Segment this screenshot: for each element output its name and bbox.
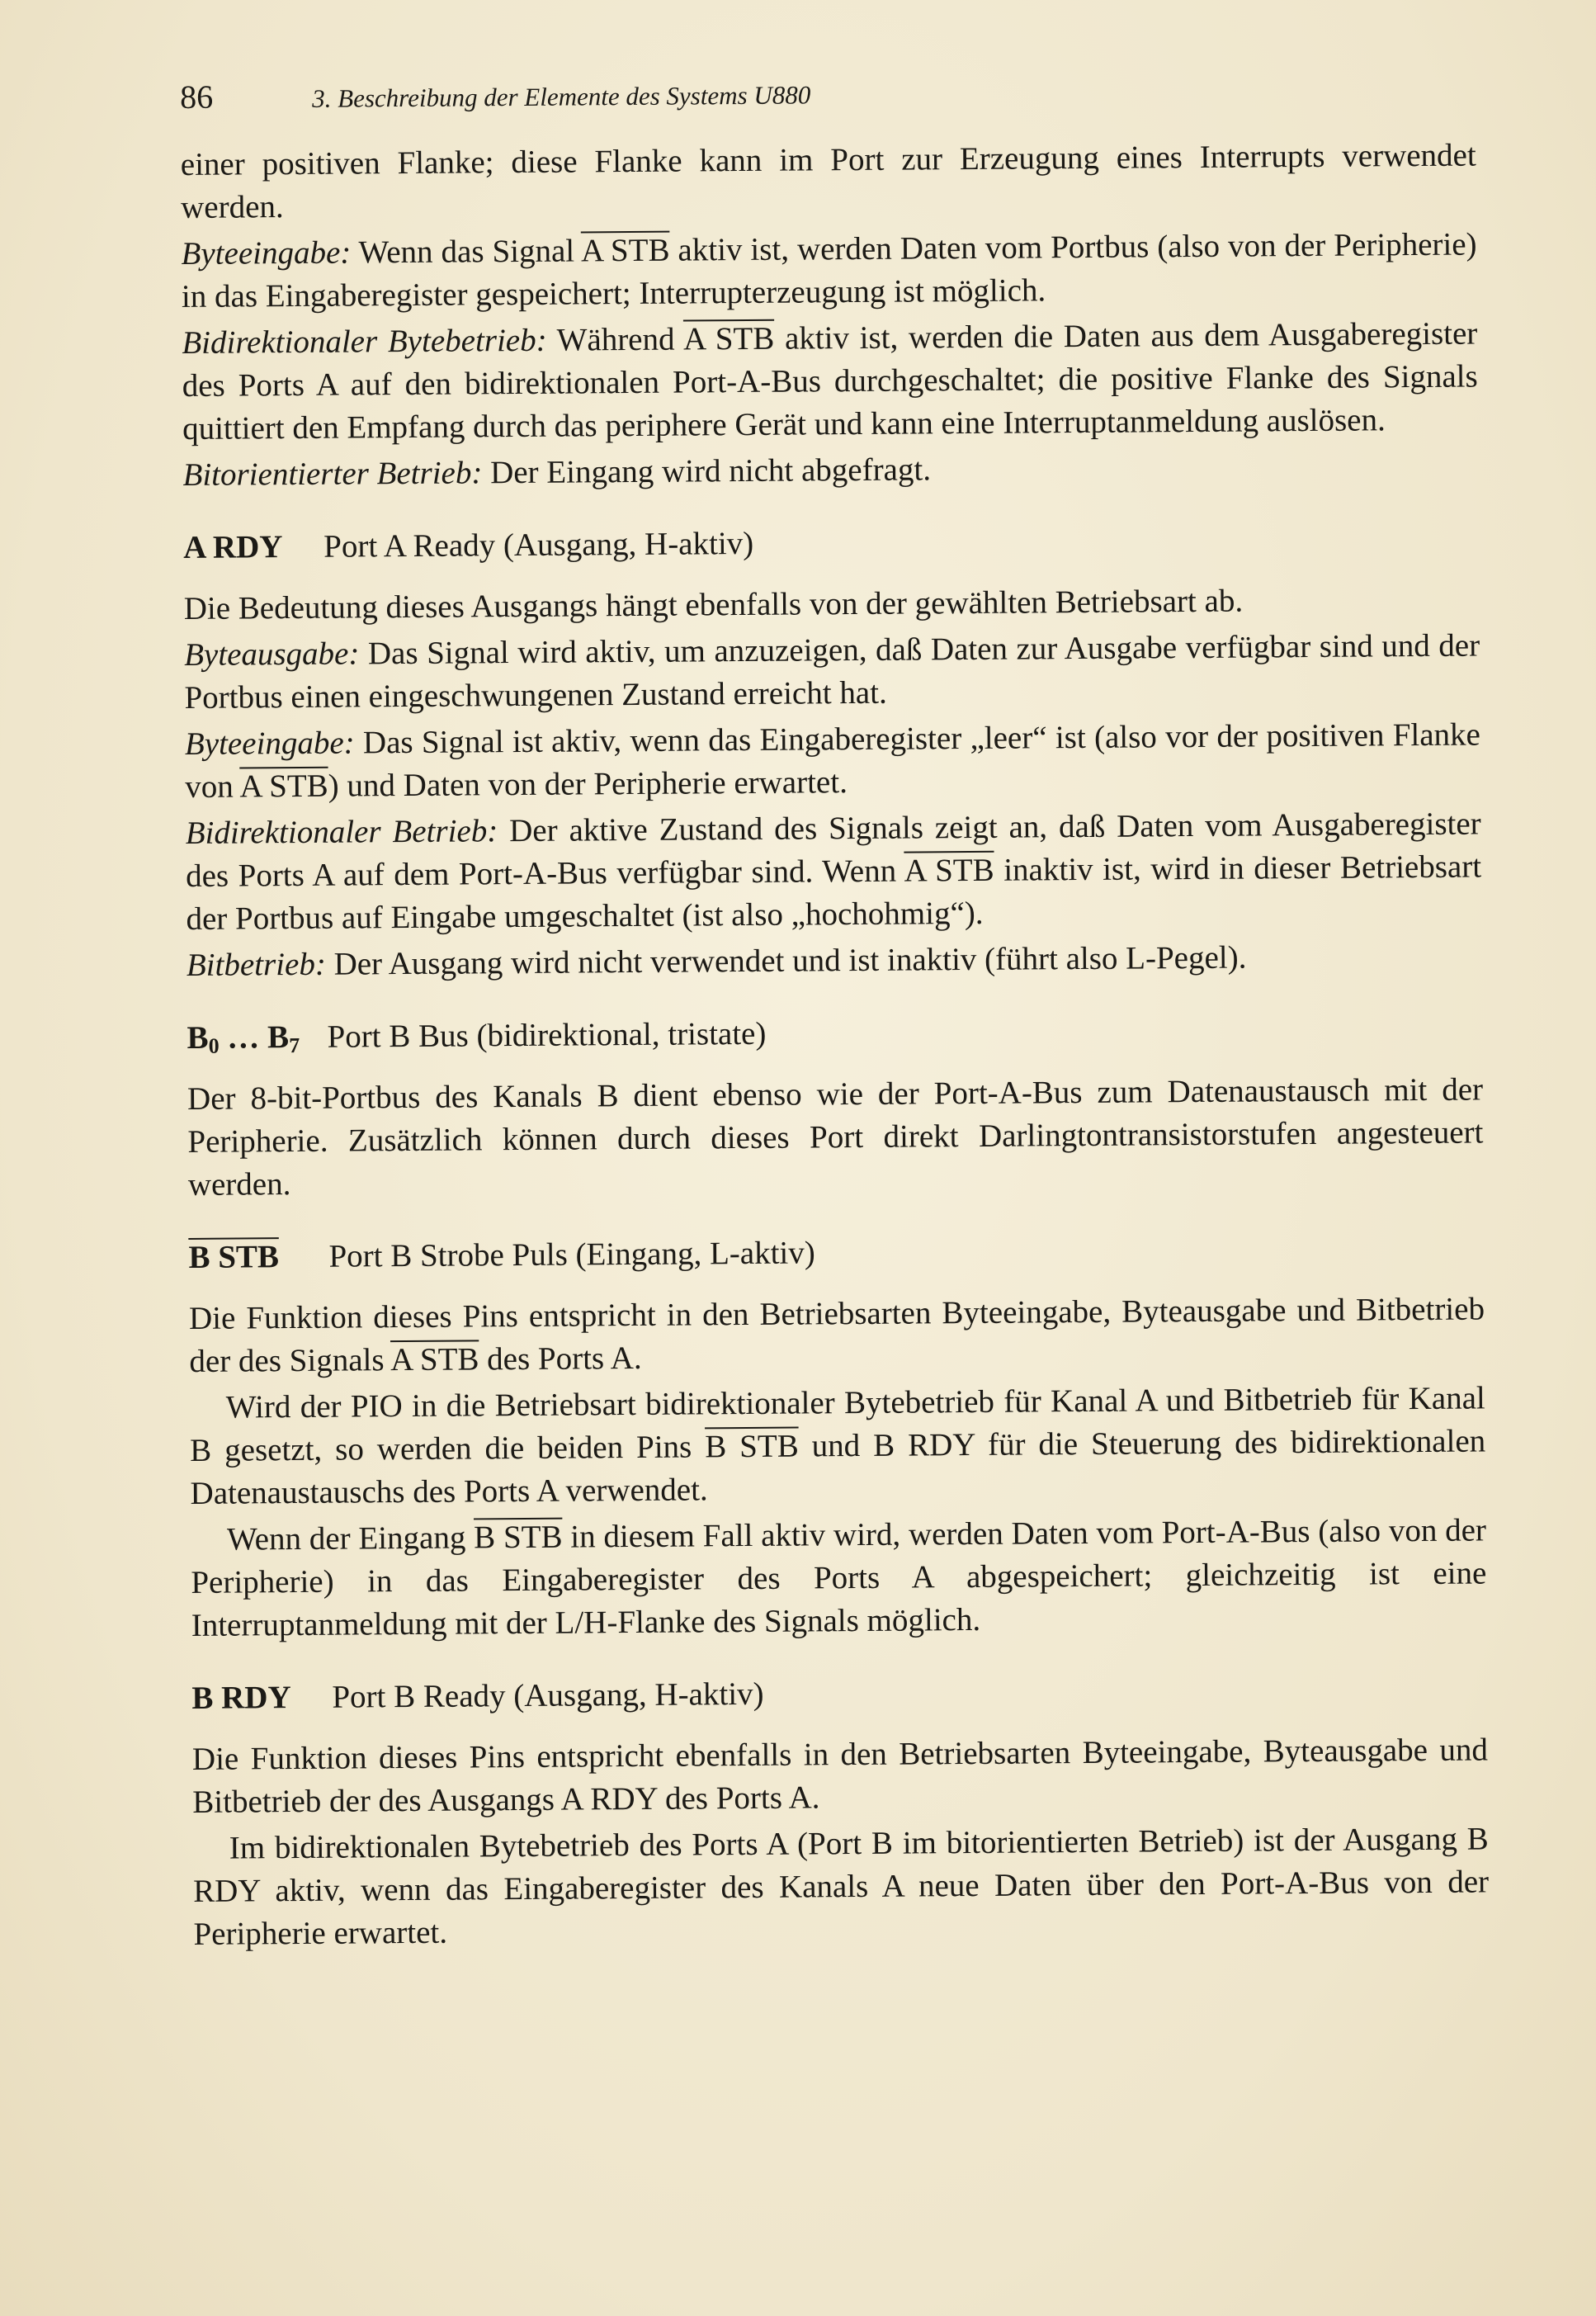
- pin-name: B STB: [188, 1239, 280, 1275]
- mode-label: Byteausgabe:: [183, 636, 360, 673]
- paragraph: Wenn der Eingang B STB in diesem Fall aktiv wird, werden Daten vom Port-A-Bus (also von der Peripherie) in das Eingaberegister des Ports A abgespeichert; gleichzeitig ist eine Interruptanmeldung mit der L/H-Flanke des Signals möglich.: [191, 1512, 1487, 1643]
- pin-description: Port B Bus (bidirektional, tristate): [327, 1015, 767, 1055]
- running-head: [180, 66, 1476, 125]
- paragraph: Bitorientierter Betrieb: Der Eingang wird nicht abgefragt.: [182, 451, 932, 493]
- paragraph: Bitbetrieb: Der Ausgang wird nicht verwendet und ist inaktiv (führt also L-Pegel).: [186, 939, 1247, 983]
- signal-name: A STB: [239, 768, 328, 805]
- mode-label: Byteeingabe:: [184, 725, 355, 762]
- pin-heading-bstb: [188, 1227, 1484, 1279]
- paragraph: Die Funktion dieses Pins entspricht ebenfalls in den Betriebsarten Byteeingabe, Byteausgabe und Bitbetrieb der des Ausgangs A RDY des Ports A.: [191, 1732, 1489, 1820]
- paragraph: Der 8-bit-Portbus des Kanals B dient ebenso wie der Port-A-Bus zum Datenaustausch mit der Peripherie. Zusätzlich können durch dieses Port direkt Darlingtontransistorstufen angesteuert werden.: [187, 1071, 1484, 1203]
- signal-name: A STB: [580, 232, 670, 269]
- paragraph: einer positiven Flanke; diese Flanke kann im Port zur Erzeugung eines Interrupts verwendet werden.: [180, 137, 1476, 225]
- pin-heading-bbus: [187, 1007, 1482, 1060]
- signal-name: B STB: [705, 1428, 799, 1465]
- mode-label: Bitbetrieb:: [186, 946, 327, 983]
- signal-name: B STB: [474, 1519, 563, 1556]
- mode-label: Bidirektionaler Bytebetrieb:: [182, 322, 547, 361]
- paragraph: Byteausgabe: Das Signal wird aktiv, um anzuzeigen, daß Daten zur Ausgabe verfügbar sind und der Portbus einen eingeschwungenen Zustand erreicht hat.: [183, 627, 1480, 716]
- paragraph: Byteeingabe: Wenn das Signal A STB aktiv ist, werden Daten vom Portbus (also von der Peripherie) in das Eingaberegister gespeichert; Interrupterzeugung ist möglich.: [181, 226, 1477, 314]
- paragraph: Wird der PIO in die Betriebsart bidirektionaler Bytebetrieb für Kanal A und Bitbetrieb für Kanal B gesetzt, so werden die beiden Pins B STB und B RDY für die Steuerung des bidirektionalen Datenaustauschs des Ports A verwendet.: [190, 1380, 1486, 1511]
- pin-heading-ardy: [183, 517, 1479, 570]
- mode-label: Byteeingabe:: [181, 234, 352, 272]
- paragraph: Im bidirektionalen Bytebetrieb des Ports A (Port B im bitorientierten Betrieb) ist der Ausgang B RDY aktiv, wenn das Eingaberegister des Kanals A neue Daten über den Port-A-Bus von der Peripherie erwartet.: [192, 1821, 1490, 1952]
- paragraph: Bidirektionaler Betrieb: Der aktive Zustand des Signals zeigt an, daß Daten vom Ausgaberegister des Ports A auf dem Port-A-Bus verfügbar sind. Wenn A STB inaktiv ist, wird in dieser Betriebsart der Portbus auf Eingabe umgeschaltet (ist also „hochohmig“).: [185, 806, 1482, 937]
- signal-name: A STB: [390, 1341, 479, 1378]
- page-number: 86: [180, 78, 214, 116]
- page-body: [180, 66, 1490, 1959]
- pin-name: B RDY: [191, 1680, 291, 1716]
- paragraph: Bidirektionaler Bytebetrieb: Während A STB aktiv ist, werden die Daten aus dem Ausgaberegister des Ports A auf den bidirektionalen Port-A-Bus durchgeschaltet; die positive Flanke des Signals quittiert den Empfang durch das periphere Gerät und kann eine Interruptanmeldung auslösen.: [182, 315, 1478, 447]
- chapter-title: 3. Beschreibung der Elemente des Systems U880: [312, 80, 811, 113]
- signal-name: A STB: [682, 320, 775, 357]
- mode-label: Bidirektionaler Betrieb:: [185, 813, 498, 851]
- mode-label: Bitorientierter Betrieb:: [182, 455, 483, 493]
- paragraph: Byteeingabe: Das Signal ist aktiv, wenn das Eingaberegister „leer“ ist (also vor der positiven Flanke von A STB) und Daten von der Peripherie erwartet.: [184, 716, 1481, 805]
- pin-description: Port B Strobe Puls (Eingang, L-aktiv): [328, 1235, 815, 1274]
- pin-name: A RDY: [183, 529, 283, 565]
- pin-description: Port B Ready (Ausgang, H-aktiv): [332, 1676, 764, 1715]
- signal-name: A STB: [904, 852, 994, 889]
- paragraph: Die Bedeutung dieses Ausgangs hängt ebenfalls von der gewählten Betriebsart ab.: [183, 583, 1244, 626]
- pin-name: $B_0$ … $B_7$: [187, 1019, 300, 1058]
- pin-heading-brdy: [191, 1667, 1487, 1720]
- pin-description: Port A Ready (Ausgang, H-aktiv): [323, 525, 754, 565]
- paragraph: Die Funktion dieses Pins entspricht in den Betriebsarten Byteeingabe, Byteausgabe und Bitbetrieb der des Signals A STB des Ports A.: [188, 1291, 1485, 1379]
